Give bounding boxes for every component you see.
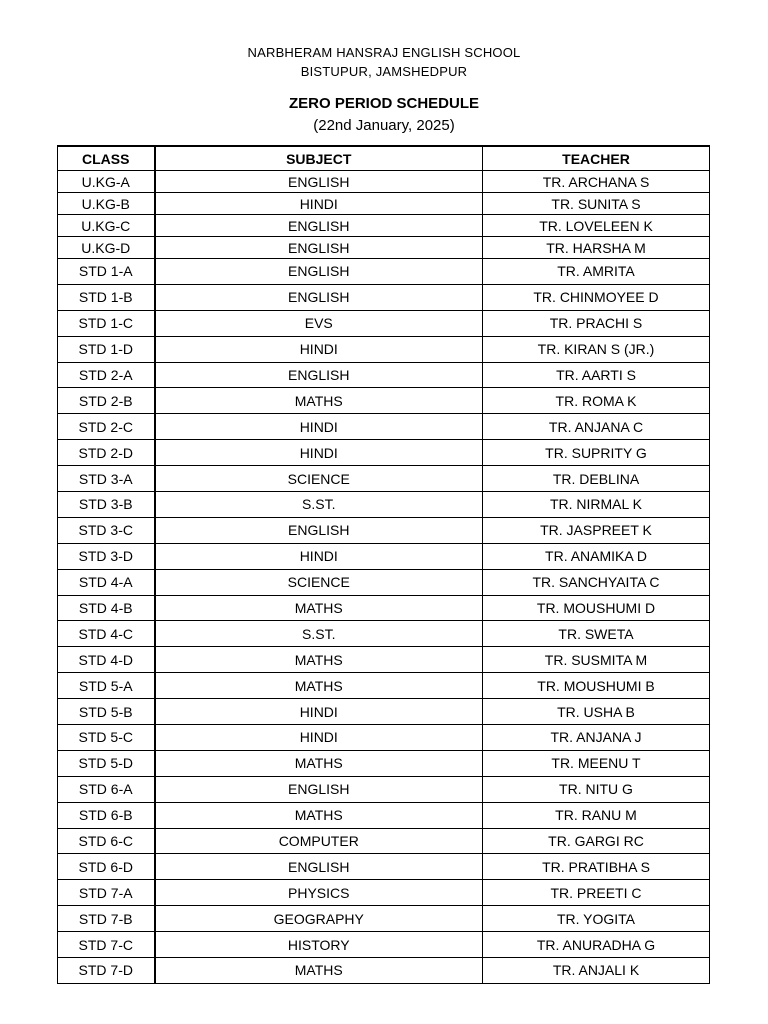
- cell-class: STD 3-C: [58, 517, 155, 543]
- cell-teacher: TR. GARGI RC: [483, 828, 710, 854]
- cell-subject: ENGLISH: [155, 284, 483, 310]
- cell-teacher: TR. ANAMIKA D: [483, 543, 710, 569]
- cell-subject: ENGLISH: [155, 171, 483, 193]
- schedule-date: (22nd January, 2025): [313, 117, 455, 134]
- cell-teacher: TR. NIRMAL K: [483, 492, 710, 518]
- cell-teacher: TR. JASPREET K: [483, 517, 710, 543]
- cell-subject: HINDI: [155, 699, 483, 725]
- table-row: [58, 336, 710, 362]
- table-row: [58, 466, 710, 492]
- cell-subject: HINDI: [155, 440, 483, 466]
- cell-class: STD 5-B: [58, 699, 155, 725]
- cell-class: STD 7-B: [58, 906, 155, 932]
- cell-subject: PHYSICS: [155, 880, 483, 906]
- table-row: [58, 906, 710, 932]
- cell-class: STD 6-C: [58, 828, 155, 854]
- table-row: [58, 388, 710, 414]
- table-row: [58, 362, 710, 388]
- cell-class: STD 2-A: [58, 362, 155, 388]
- cell-teacher: TR. NITU G: [483, 776, 710, 802]
- cell-teacher: TR. USHA B: [483, 699, 710, 725]
- cell-class: U.KG-B: [58, 193, 155, 215]
- cell-teacher: TR. MOUSHUMI B: [483, 673, 710, 699]
- cell-teacher: TR. PRATIBHA S: [483, 854, 710, 880]
- cell-class: STD 5-D: [58, 750, 155, 776]
- cell-subject: MATHS: [155, 750, 483, 776]
- cell-subject: MATHS: [155, 802, 483, 828]
- table-row: [58, 414, 710, 440]
- cell-teacher: TR. SUNITA S: [483, 193, 710, 215]
- table-row: [58, 699, 710, 725]
- cell-subject: HISTORY: [155, 932, 483, 958]
- cell-subject: MATHS: [155, 647, 483, 673]
- cell-subject: COMPUTER: [155, 828, 483, 854]
- cell-class: STD 4-C: [58, 621, 155, 647]
- cell-teacher: TR. HARSHA M: [483, 237, 710, 259]
- cell-teacher: TR. KIRAN S (JR.): [483, 336, 710, 362]
- cell-subject: ENGLISH: [155, 854, 483, 880]
- cell-class: STD 3-D: [58, 543, 155, 569]
- cell-class: STD 1-C: [58, 310, 155, 336]
- cell-class: STD 7-A: [58, 880, 155, 906]
- column-header-teacher: TEACHER: [483, 146, 710, 171]
- cell-teacher: TR. ANJANA J: [483, 725, 710, 751]
- cell-class: STD 4-D: [58, 647, 155, 673]
- cell-teacher: TR. MOUSHUMI D: [483, 595, 710, 621]
- table-row: [58, 854, 710, 880]
- cell-class: STD 7-D: [58, 958, 155, 984]
- cell-class: STD 5-A: [58, 673, 155, 699]
- cell-teacher: TR. SUSMITA M: [483, 647, 710, 673]
- cell-subject: ENGLISH: [155, 259, 483, 285]
- table-row: [58, 237, 710, 259]
- cell-teacher: TR. RANU M: [483, 802, 710, 828]
- table-row: [58, 440, 710, 466]
- school-name: NARBHERAM HANSRAJ ENGLISH SCHOOL: [247, 45, 521, 60]
- school-location: BISTUPUR, JAMSHEDPUR: [300, 64, 468, 79]
- cell-teacher: TR. MEENU T: [483, 750, 710, 776]
- cell-teacher: TR. ROMA K: [483, 388, 710, 414]
- table-row: [58, 932, 710, 958]
- table-row: [58, 776, 710, 802]
- table-row: [58, 880, 710, 906]
- cell-class: U.KG-A: [58, 171, 155, 193]
- cell-subject: ENGLISH: [155, 362, 483, 388]
- table-row: [58, 215, 710, 237]
- cell-subject: SCIENCE: [155, 569, 483, 595]
- cell-teacher: TR. SUPRITY G: [483, 440, 710, 466]
- cell-subject: MATHS: [155, 958, 483, 984]
- table-row: [58, 171, 710, 193]
- schedule-table: [57, 145, 710, 984]
- cell-subject: SCIENCE: [155, 466, 483, 492]
- table-row: [58, 310, 710, 336]
- table-row: [58, 259, 710, 285]
- cell-class: STD 1-D: [58, 336, 155, 362]
- cell-class: STD 3-B: [58, 492, 155, 518]
- cell-teacher: TR. AMRITA: [483, 259, 710, 285]
- cell-class: STD 6-D: [58, 854, 155, 880]
- cell-class: U.KG-C: [58, 215, 155, 237]
- cell-teacher: TR. ANJALI K: [483, 958, 710, 984]
- table-row: [58, 569, 710, 595]
- cell-class: STD 6-B: [58, 802, 155, 828]
- cell-subject: MATHS: [155, 595, 483, 621]
- cell-teacher: TR. YOGITA: [483, 906, 710, 932]
- cell-subject: HINDI: [155, 725, 483, 751]
- cell-class: STD 7-C: [58, 932, 155, 958]
- cell-subject: MATHS: [155, 673, 483, 699]
- table-row: [58, 193, 710, 215]
- table-row: [58, 725, 710, 751]
- column-header-class: CLASS: [58, 146, 155, 171]
- cell-class: U.KG-D: [58, 237, 155, 259]
- cell-teacher: TR. SANCHYAITA C: [483, 569, 710, 595]
- cell-class: STD 2-B: [58, 388, 155, 414]
- table-row: [58, 621, 710, 647]
- cell-teacher: TR. PRACHI S: [483, 310, 710, 336]
- cell-subject: ENGLISH: [155, 776, 483, 802]
- table-header-row: [58, 146, 710, 171]
- cell-teacher: TR. ANJANA C: [483, 414, 710, 440]
- cell-class: STD 6-A: [58, 776, 155, 802]
- cell-teacher: TR. ANURADHA G: [483, 932, 710, 958]
- cell-class: STD 3-A: [58, 466, 155, 492]
- cell-subject: GEOGRAPHY: [155, 906, 483, 932]
- cell-teacher: TR. LOVELEEN K: [483, 215, 710, 237]
- table-row: [58, 750, 710, 776]
- cell-teacher: TR. ARCHANA S: [483, 171, 710, 193]
- table-row: [58, 958, 710, 984]
- cell-class: STD 2-D: [58, 440, 155, 466]
- cell-teacher: TR. PREETI C: [483, 880, 710, 906]
- cell-subject: HINDI: [155, 414, 483, 440]
- cell-class: STD 2-C: [58, 414, 155, 440]
- cell-subject: EVS: [155, 310, 483, 336]
- cell-subject: HINDI: [155, 543, 483, 569]
- cell-teacher: TR. CHINMOYEE D: [483, 284, 710, 310]
- table-row: [58, 828, 710, 854]
- cell-class: STD 4-B: [58, 595, 155, 621]
- table-row: [58, 543, 710, 569]
- cell-subject: HINDI: [155, 193, 483, 215]
- cell-subject: ENGLISH: [155, 215, 483, 237]
- cell-class: STD 4-A: [58, 569, 155, 595]
- table-row: [58, 673, 710, 699]
- table-row: [58, 595, 710, 621]
- cell-subject: ENGLISH: [155, 237, 483, 259]
- cell-class: STD 1-A: [58, 259, 155, 285]
- table-row: [58, 492, 710, 518]
- table-row: [58, 647, 710, 673]
- cell-subject: S.ST.: [155, 492, 483, 518]
- page-title: ZERO PERIOD SCHEDULE: [288, 95, 480, 112]
- table-row: [58, 802, 710, 828]
- cell-subject: HINDI: [155, 336, 483, 362]
- cell-subject: ENGLISH: [155, 517, 483, 543]
- cell-teacher: TR. AARTI S: [483, 362, 710, 388]
- cell-subject: S.ST.: [155, 621, 483, 647]
- cell-teacher: TR. SWETA: [483, 621, 710, 647]
- column-header-subject: SUBJECT: [155, 146, 483, 171]
- table-row: [58, 517, 710, 543]
- cell-teacher: TR. DEBLINA: [483, 466, 710, 492]
- table-row: [58, 284, 710, 310]
- cell-class: STD 5-C: [58, 725, 155, 751]
- cell-class: STD 1-B: [58, 284, 155, 310]
- cell-subject: MATHS: [155, 388, 483, 414]
